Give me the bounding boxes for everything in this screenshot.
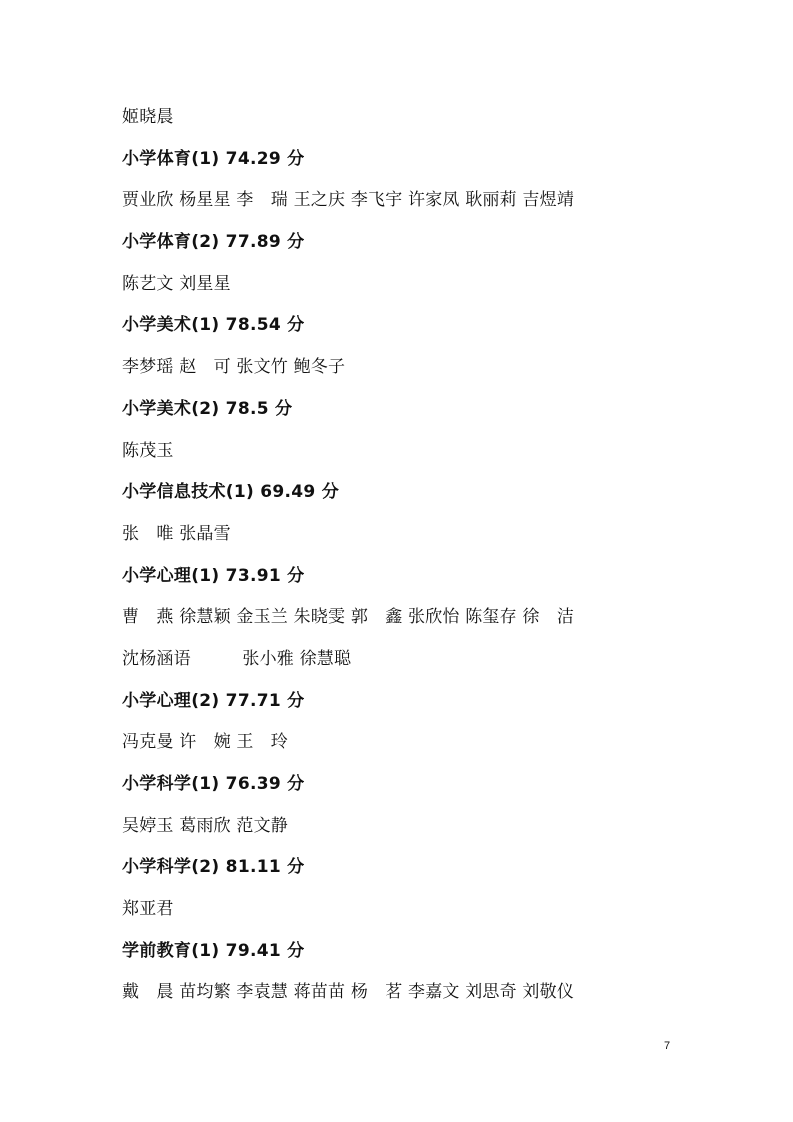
category-heading: 小学科学(1) 76.39 分 xyxy=(122,774,305,794)
category-heading: 小学体育(2) 77.89 分 xyxy=(122,232,305,253)
name-list: 吴婷玉 葛雨欣 范文静 xyxy=(122,815,289,836)
page-number: 7 xyxy=(664,1040,671,1052)
document-body xyxy=(122,103,682,1020)
name-list: 陈茂玉 xyxy=(122,440,174,461)
category-heading: 小学美术(2) 78.5 分 xyxy=(122,398,293,419)
category-heading: 小学科学(2) 81.11 分 xyxy=(122,857,305,878)
name-list: 沈杨涵语 张小雅 徐慧聪 xyxy=(122,648,352,669)
name-list: 李梦瑶 赵 可 张文竹 鲍冬子 xyxy=(122,357,346,378)
category-heading: 学前教育(1) 79.41 分 xyxy=(122,940,305,961)
name-list: 张 唯 张晶雪 xyxy=(122,523,231,544)
name-list: 郑亚君 xyxy=(122,899,174,920)
name-list: 戴 晨 苗均繁 李袁慧 蒋苗苗 杨 茗 李嘉文 刘思奇 刘敬仪 xyxy=(122,982,575,1003)
category-heading: 小学信息技术(1) 69.49 分 xyxy=(122,482,340,503)
category-heading: 小学体育(1) 74.29 分 xyxy=(122,148,305,169)
name-list: 贾业欣 杨星星 李 瑞 王之庆 李飞宇 许家凤 耿丽莉 吉煜靖 xyxy=(122,190,575,211)
category-heading: 小学心理(1) 73.91 分 xyxy=(122,565,305,586)
name-list: 曹 燕 徐慧颖 金玉兰 朱晓雯 郭 鑫 张欣怡 陈玺存 徐 洁 xyxy=(122,607,575,628)
name-list: 冯克曼 许 婉 王 玲 xyxy=(122,732,289,753)
category-heading: 小学心理(2) 77.71 分 xyxy=(122,690,305,711)
name-list: 陈艺文 刘星星 xyxy=(122,273,231,294)
name-list: 姬晓晨 xyxy=(122,107,174,127)
category-heading: 小学美术(1) 78.54 分 xyxy=(122,315,305,336)
